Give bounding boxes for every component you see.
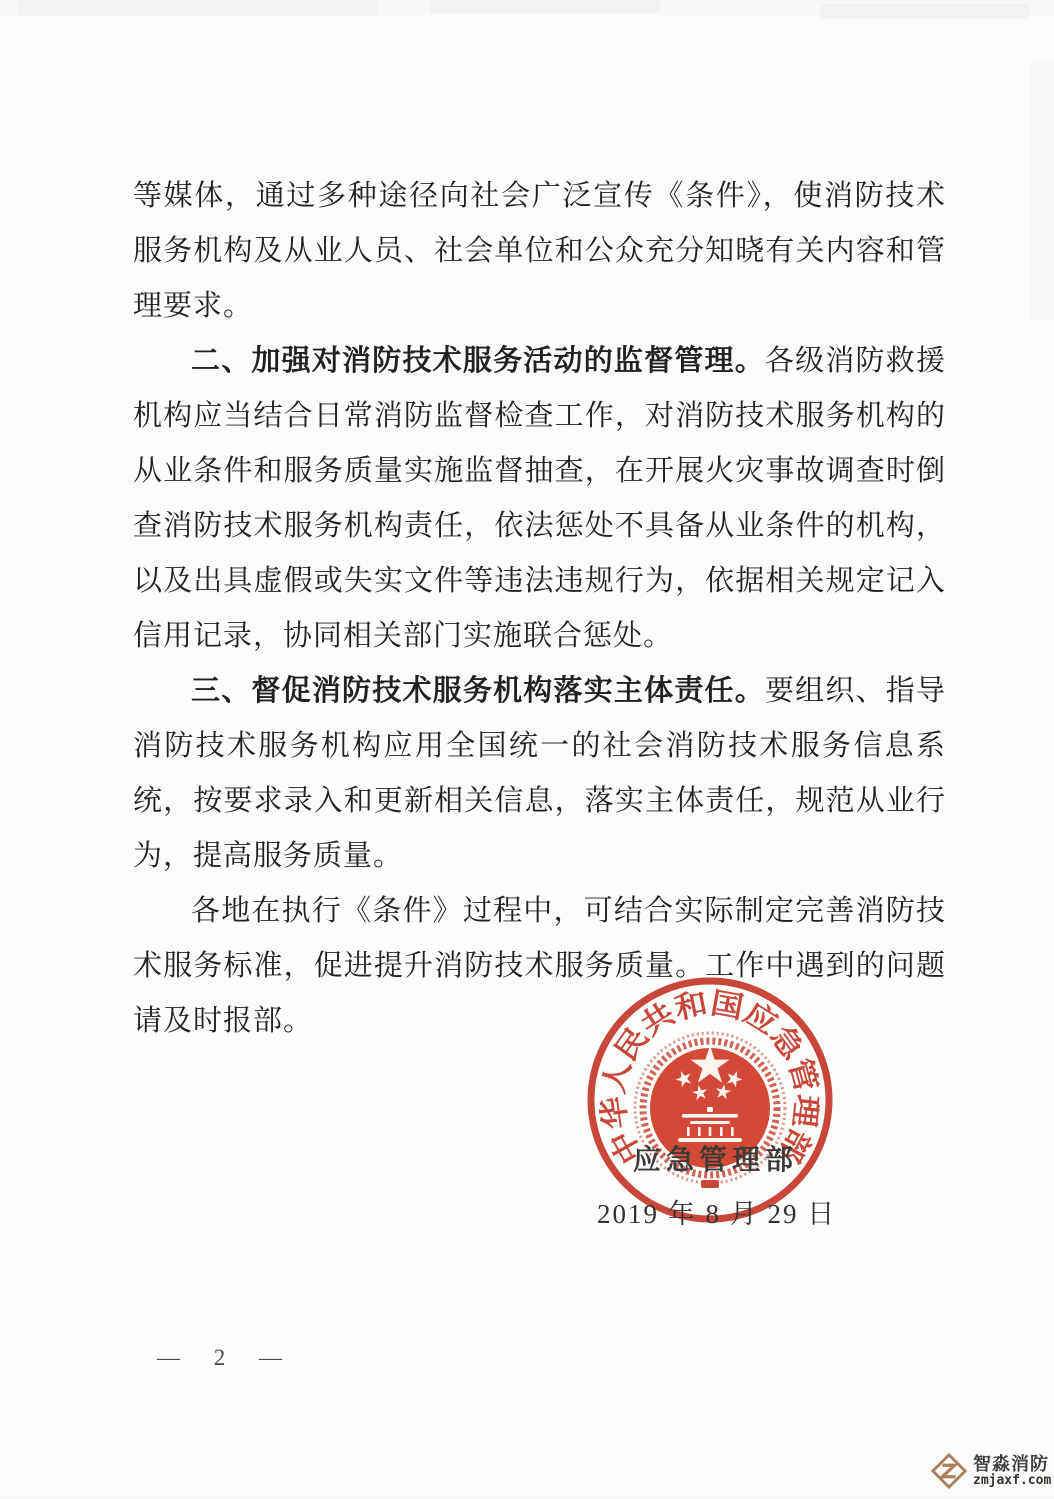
scan-artifact (18, 0, 378, 16)
section-heading: 三、督促消防技术服务机构落实主体责任。 (191, 675, 765, 707)
page-number: — 2 — (157, 1345, 296, 1370)
section-heading: 二、加强对消防技术服务活动的监督管理。 (191, 345, 765, 377)
watermark-domain: zmjaxf.com (973, 1472, 1052, 1488)
paragraph-section-2 (133, 334, 946, 664)
document-date: 2019 年 8 月 29 日 (597, 1199, 837, 1229)
paragraph-text: 要组织、指导消防技术服务机构应用全国统一的社会消防技术服务信息系统，按要求录入和更新相关信息，落实主体责任，规范从业行为，提高服务质量。 (133, 675, 946, 872)
seal-ring-text: 中华人民共和国应急管理部 (597, 986, 824, 1169)
scan-artifact (820, 4, 1030, 19)
watermark-text (973, 1455, 1051, 1488)
ministry-signature: 应急管理部 (633, 1145, 799, 1176)
scan-artifact (430, 0, 660, 13)
paragraph-continuation (133, 169, 946, 334)
paragraph-section-3 (133, 664, 946, 884)
document-text (133, 169, 946, 1049)
watermark-name: 智淼消防 (973, 1453, 1049, 1474)
paragraph-text: 各级消防救援机构应当结合日常消防监督检查工作，对消防技术服务机构的从业条件和服务质量实施监督抽查，在开展火灾事故调查时倒查消防技术服务机构责任，依法惩处不具备从业条件的机构，以及出具虚假或失实文件等违法违规行为，依据相关规定记入信用记录，协同相关部门实施联合惩处。 (133, 345, 946, 652)
paragraph-text: 各地在执行《条件》过程中，可结合实际制定完善消防技术服务标准，促进提升消防技术服务质量。工作中遇到的问题请及时报部。 (133, 895, 946, 1037)
watermark (930, 1452, 1051, 1490)
watermark-logo-icon (930, 1452, 968, 1490)
paragraph-text: 等媒体，通过多种途径向社会广泛宣传《条件》，使消防技术服务机构及从业人员、社会单位和公众充分知晓有关内容和管理要求。 (133, 180, 946, 322)
scan-artifact (1030, 60, 1054, 320)
wreath-gear-icon (701, 1180, 719, 1188)
official-seal (580, 970, 840, 1230)
